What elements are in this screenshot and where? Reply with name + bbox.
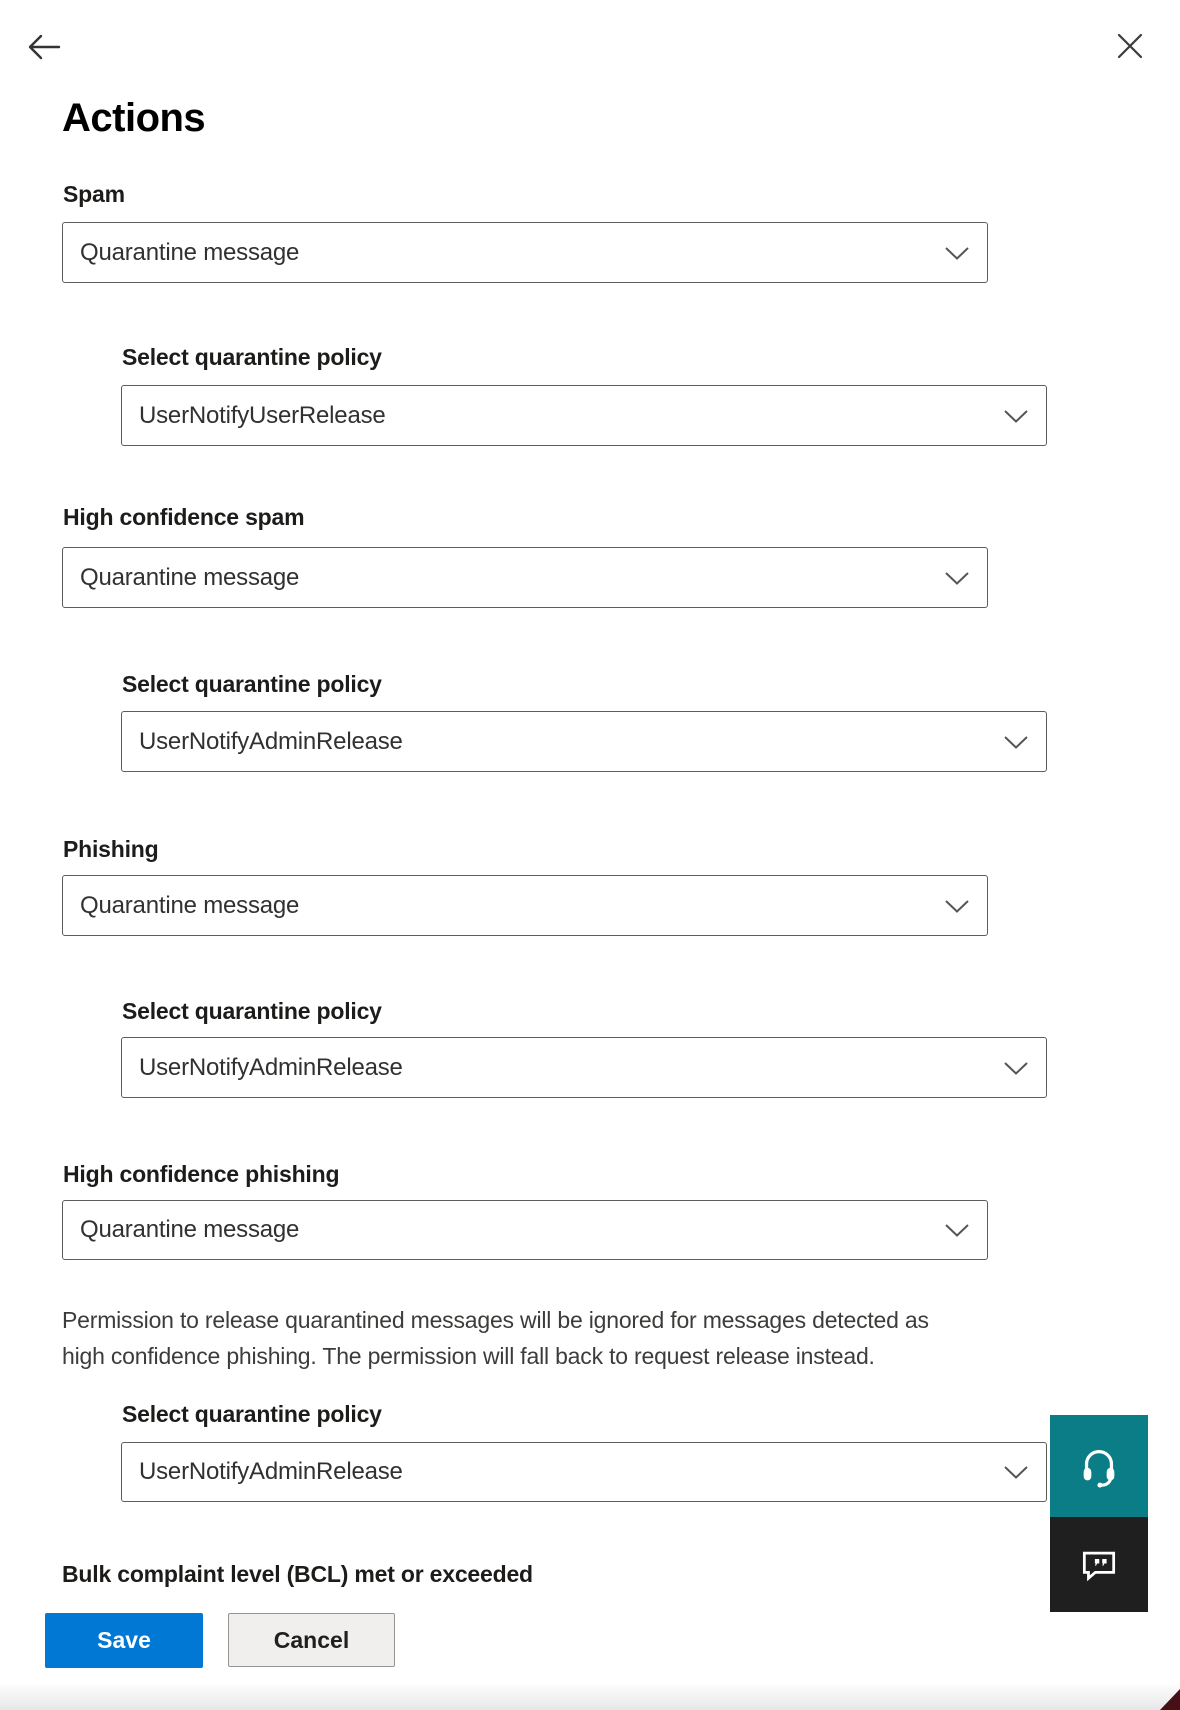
- back-arrow-icon: [26, 31, 62, 63]
- high-confidence-phishing-policy-dropdown-value: UserNotifyAdminRelease: [139, 1458, 403, 1485]
- chevron-down-icon: [944, 571, 970, 586]
- high-confidence-spam-policy-label: Select quarantine policy: [122, 671, 382, 697]
- note-line-2: high confidence phishing. The permission will fall back to request release instead.: [62, 1343, 875, 1369]
- high-confidence-phishing-policy-label: Select quarantine policy: [122, 1401, 382, 1427]
- chevron-down-icon: [1003, 409, 1029, 424]
- page-title: Actions: [62, 96, 206, 140]
- high-confidence-spam-policy-dropdown[interactable]: [121, 711, 1047, 772]
- spam-policy-dropdown-value: UserNotifyUserRelease: [139, 401, 386, 429]
- high-confidence-spam-dropdown-value: Quarantine message: [80, 563, 300, 591]
- high-confidence-spam-policy-dropdown-value: UserNotifyAdminRelease: [139, 727, 403, 755]
- spam-label: Spam: [63, 181, 125, 207]
- phishing-label: Phishing: [63, 836, 159, 862]
- cancel-button[interactable]: Cancel: [228, 1613, 395, 1667]
- high-confidence-spam-label: High confidence spam: [63, 504, 305, 530]
- phishing-dropdown-value: Quarantine message: [80, 891, 300, 919]
- help-widget-button[interactable]: [1050, 1415, 1148, 1517]
- chevron-down-icon: [944, 1223, 970, 1238]
- chevron-down-icon: [944, 246, 970, 261]
- spam-dropdown-value: Quarantine message: [80, 238, 300, 266]
- spam-dropdown[interactable]: [62, 222, 988, 283]
- chevron-down-icon: [1003, 1061, 1029, 1076]
- spam-policy-dropdown[interactable]: [121, 385, 1047, 446]
- high-confidence-phishing-note: [62, 1302, 1102, 1374]
- chat-bubble-icon: [1077, 1543, 1121, 1587]
- spam-policy-label: Select quarantine policy: [122, 344, 382, 370]
- bulk-complaint-level-section: [62, 1558, 1002, 1589]
- save-button[interactable]: Save: [45, 1613, 203, 1668]
- phishing-policy-dropdown-value: UserNotifyAdminRelease: [139, 1053, 403, 1081]
- high-confidence-phishing-dropdown[interactable]: [62, 1200, 988, 1260]
- back-button[interactable]: [22, 26, 66, 68]
- phishing-policy-dropdown[interactable]: [121, 1037, 1047, 1098]
- close-button[interactable]: [1108, 25, 1152, 67]
- high-confidence-phishing-policy-dropdown[interactable]: [121, 1442, 1047, 1502]
- headset-icon: [1076, 1443, 1122, 1489]
- high-confidence-phishing-dropdown-value: Quarantine message: [80, 1216, 300, 1243]
- close-icon: [1117, 33, 1143, 59]
- note-line-1: Permission to release quarantined messages will be ignored for messages detected as: [62, 1307, 929, 1333]
- high-confidence-spam-dropdown[interactable]: [62, 547, 988, 608]
- phishing-dropdown[interactable]: [62, 875, 988, 936]
- bulk-complaint-level-label: Bulk complaint level (BCL) met or exceeded: [62, 1561, 533, 1587]
- chevron-down-icon: [1003, 735, 1029, 750]
- bottom-gradient-band: [0, 1684, 1180, 1710]
- feedback-widget-button[interactable]: [1050, 1517, 1148, 1612]
- high-confidence-phishing-label: High confidence phishing: [63, 1161, 340, 1187]
- phishing-policy-label: Select quarantine policy: [122, 998, 382, 1024]
- chevron-down-icon: [944, 899, 970, 914]
- chevron-down-icon: [1003, 1465, 1029, 1480]
